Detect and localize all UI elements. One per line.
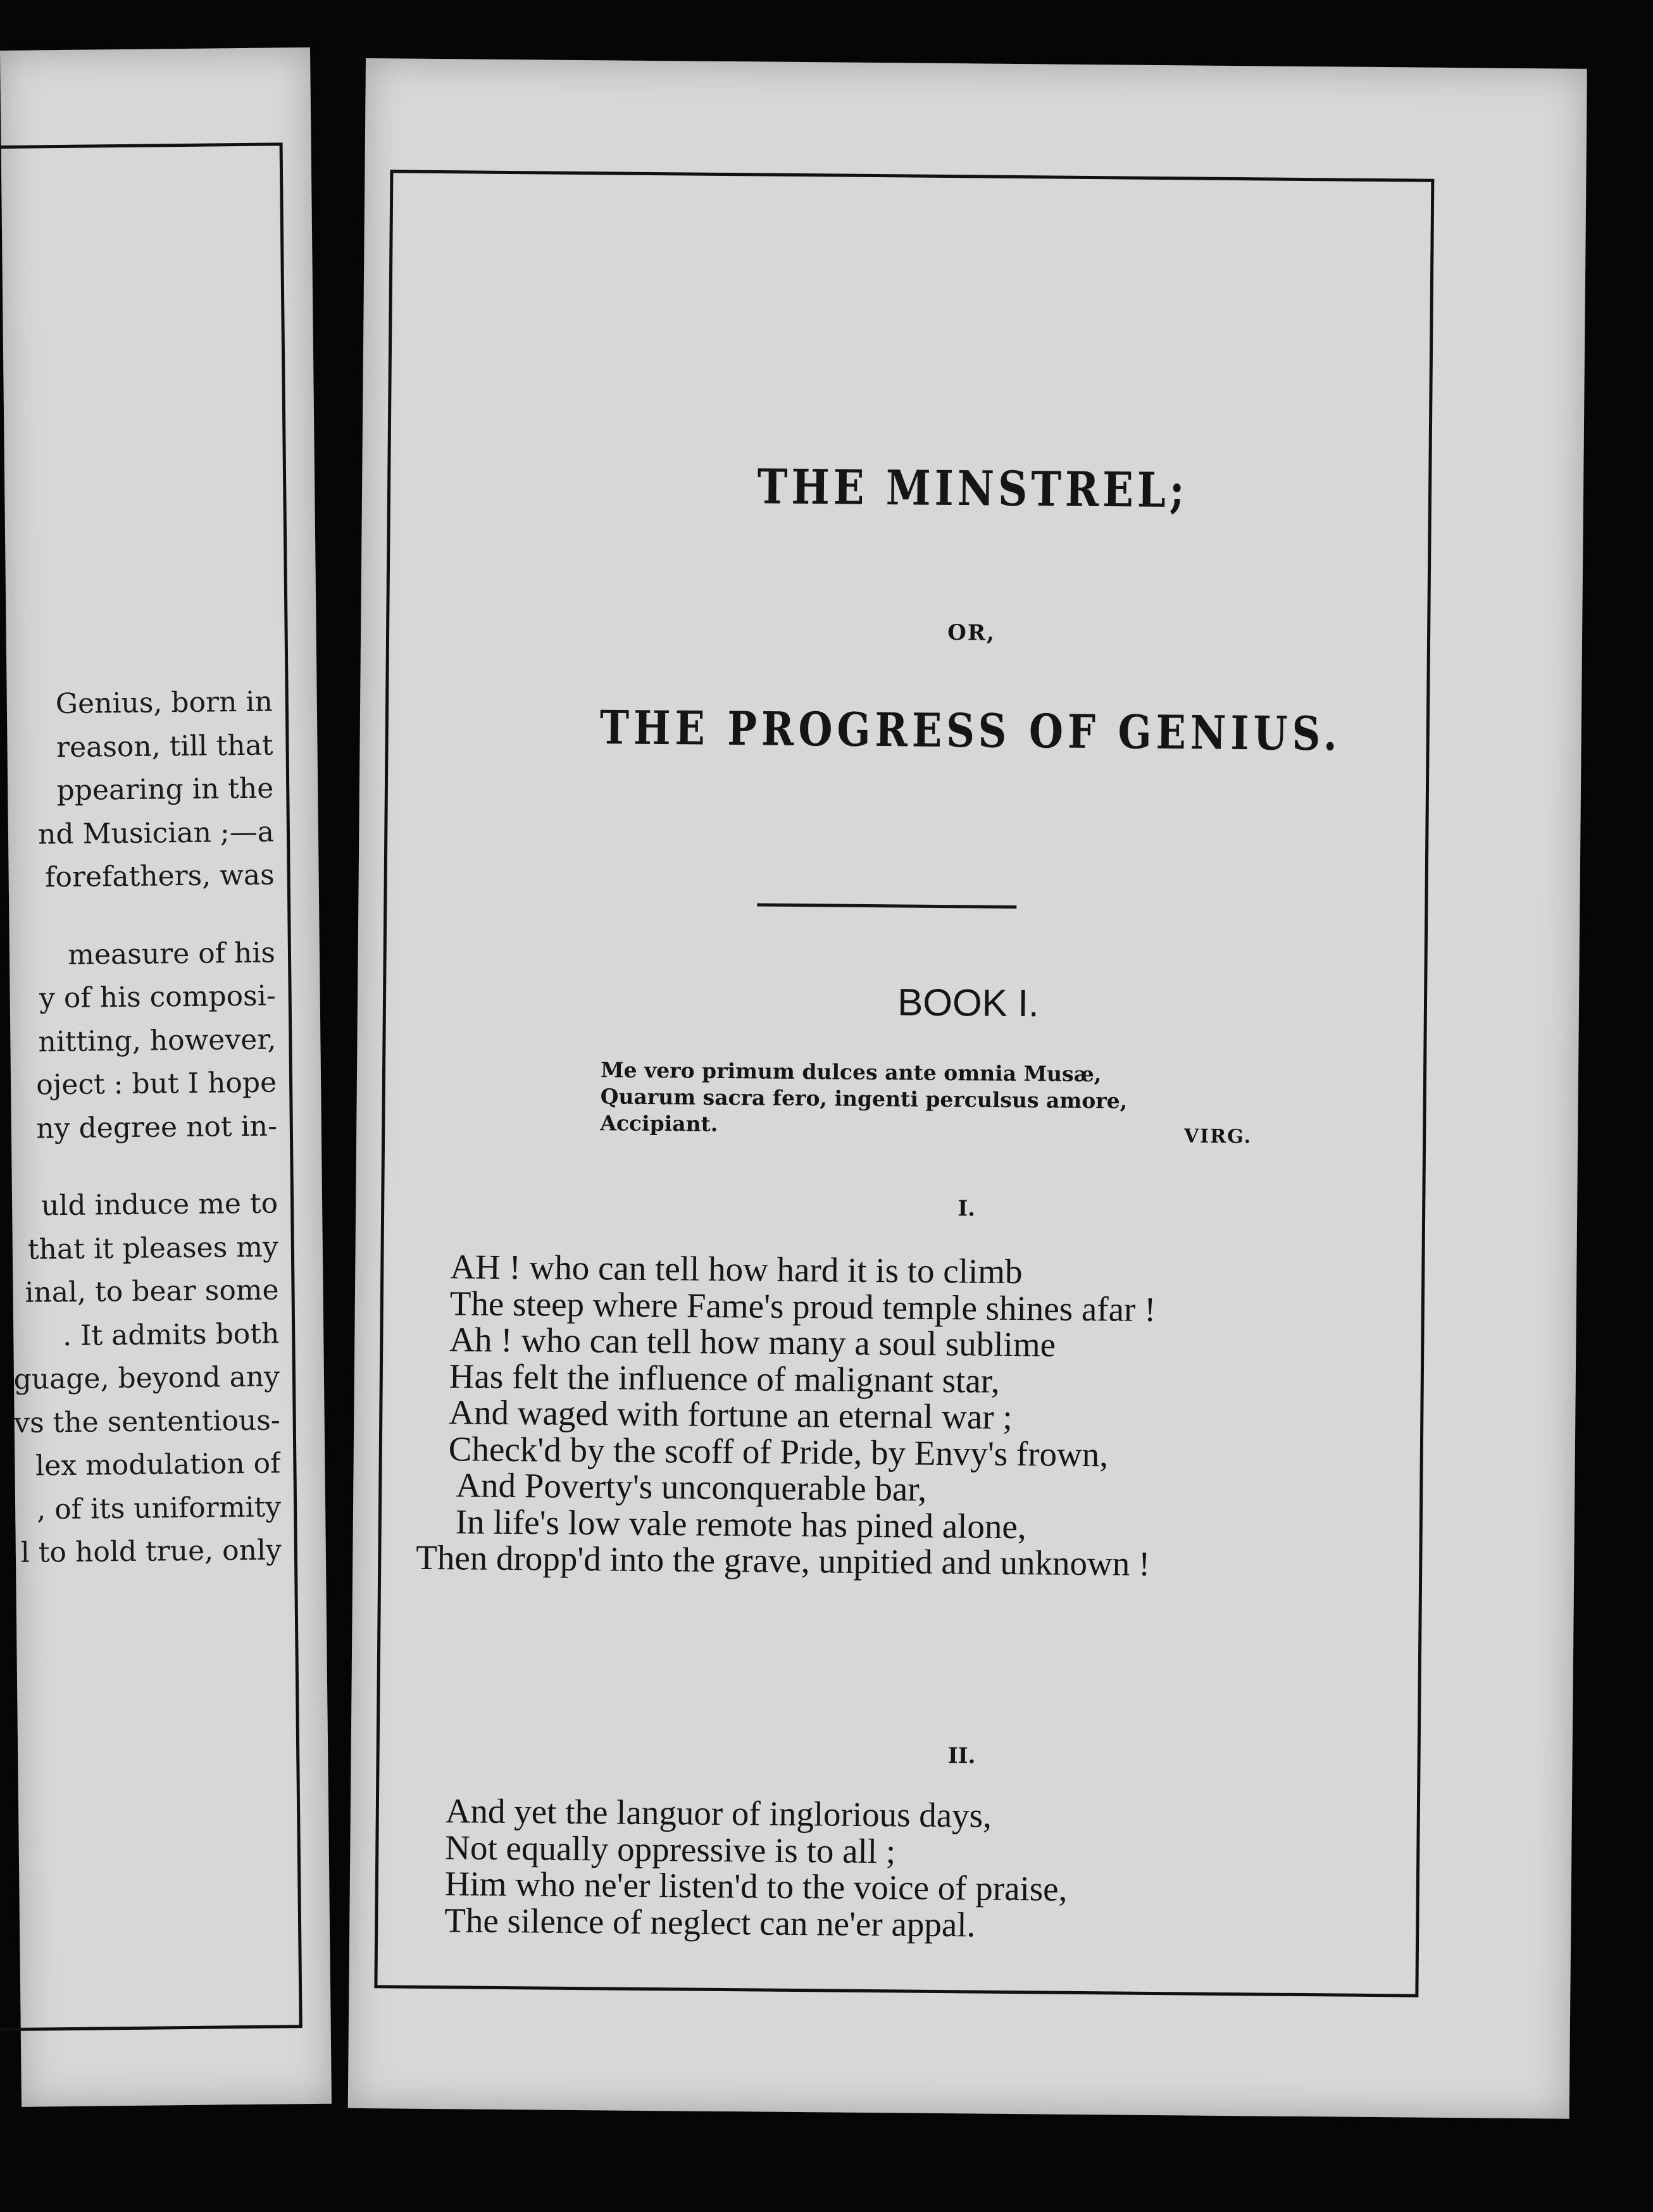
title-connector: OR, (947, 620, 996, 646)
text-line: , of its uniformity (36, 1490, 282, 1526)
verse-line: Ah ! who can tell how many a soul sublime (449, 1320, 1056, 1364)
epigraph (600, 1057, 1252, 1148)
epigraph-line: Me vero primum dulces ante omnia Musæ, (600, 1057, 1102, 1087)
text-line: . It admits both (62, 1317, 280, 1352)
text-line: y of his composi- (39, 979, 276, 1015)
text-line: lex modulation of (35, 1447, 281, 1482)
verse-line: The silence of neglect can ne'er appal. (444, 1900, 976, 1944)
verse-line: Him who ne'er listen'd to the voice of praise, (444, 1864, 1068, 1908)
stanza-number: I. (957, 1196, 976, 1222)
text-line: forefathers, was (44, 859, 275, 894)
epigraph-line: Quarum sacra fero, ingenti perculsus amore, (600, 1084, 1128, 1114)
text-line: ppearing in the (56, 772, 274, 807)
stanza (444, 1793, 1363, 1946)
text-line: guage, beyond any (13, 1360, 280, 1396)
left-page (0, 47, 332, 2107)
book-heading: BOOK I. (897, 981, 1039, 1025)
text-line: l to hold true, only (20, 1534, 282, 1569)
verse-line: Check'd by the scoff of Pride, by Envy's frown, (448, 1429, 1109, 1474)
page-title: THE MINSTREL; (757, 459, 1188, 519)
text-line: Genius, born in (55, 685, 273, 721)
text-line: nitting, however, (38, 1023, 277, 1058)
verse-line: AH ! who can tell how hard it is to climb (450, 1247, 1023, 1291)
text-line: oject : but I hope (35, 1066, 277, 1102)
page-subtitle: THE PROGRESS OF GENIUS. (599, 700, 1342, 762)
verse-line: In life's low vale remote has pined alone, (455, 1501, 1026, 1546)
text-line: measure of his (67, 936, 276, 971)
text-line: inal, to bear some (25, 1274, 279, 1309)
stanza (416, 1247, 1368, 1584)
text-line: ny degree not in- (36, 1110, 278, 1145)
text-line: reason, till that (56, 729, 273, 764)
epigraph-line: Accipiant. (600, 1110, 718, 1136)
verse-line: The steep where Fame's proud temple shines afar ! (449, 1283, 1156, 1329)
verse-line: Has felt the influence of malignant star, (449, 1356, 1000, 1400)
verse-line: And Poverty's unconquerable bar, (456, 1465, 927, 1508)
right-page (348, 58, 1587, 2119)
verse-line: And yet the languor of inglorious days, (445, 1791, 992, 1835)
verse-line: And waged with fortune an eternal war ; (449, 1393, 1013, 1436)
left-page-text (0, 681, 282, 1575)
verse-line: Then dropp'd into the grave, unpitied and unknown ! (416, 1538, 1151, 1583)
text-line: that it pleases my (27, 1230, 279, 1266)
text-line: uld induce me to (41, 1187, 278, 1222)
text-line: nd Musician ;—a (37, 816, 275, 850)
text-line: vs the sententious- (13, 1403, 280, 1439)
epigraph-attribution: VIRG. (1183, 1125, 1252, 1148)
verse-line: Not equally oppressive is to all ; (445, 1827, 896, 1870)
stanza-number: II. (947, 1743, 976, 1769)
